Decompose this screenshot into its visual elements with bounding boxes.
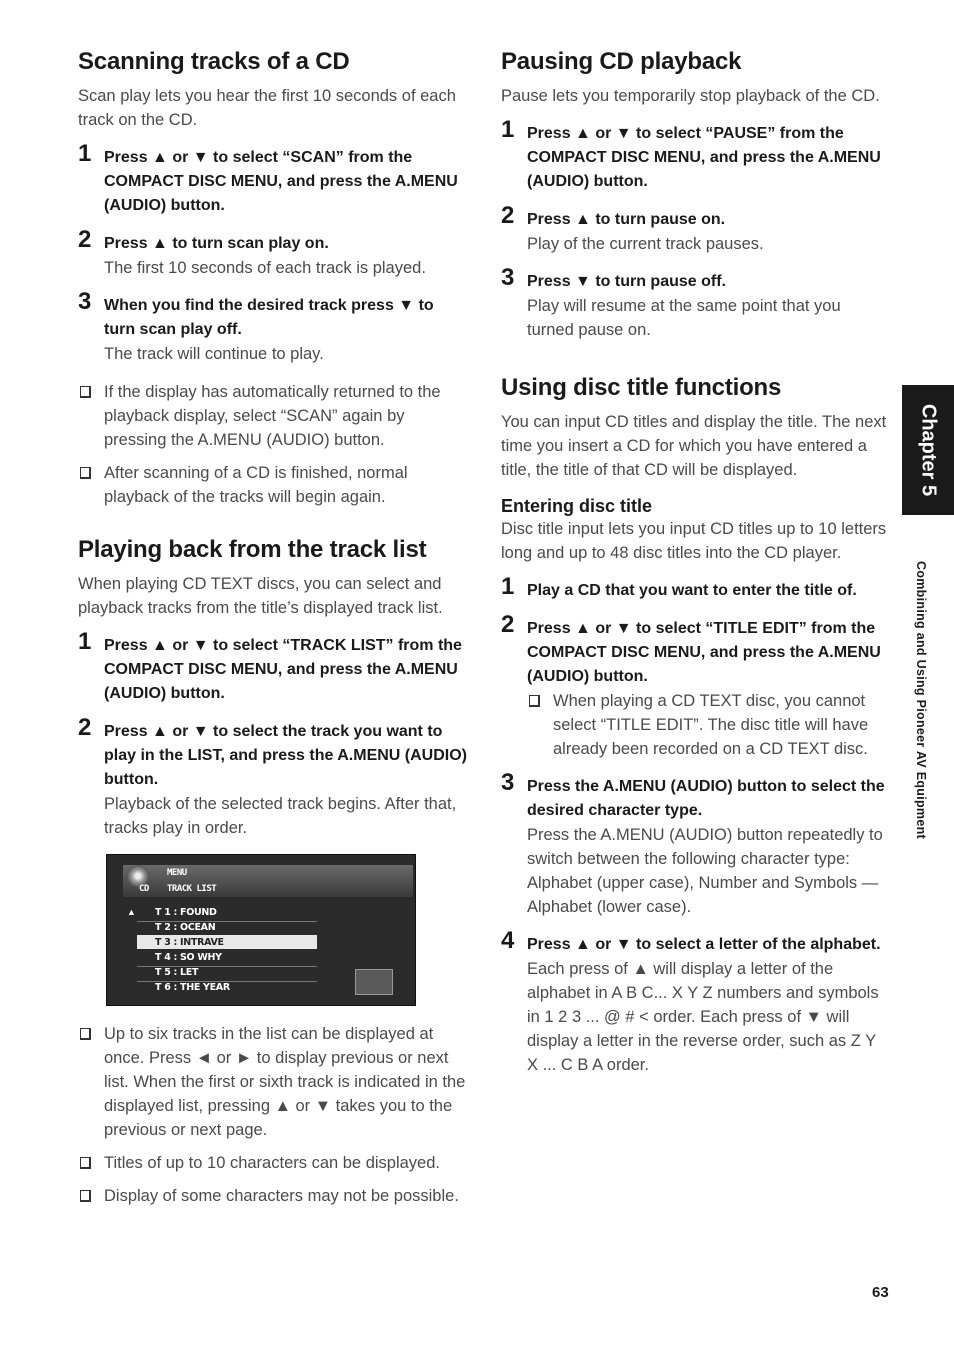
step-instruction: Press ▼ to turn pause off.: [527, 273, 726, 290]
pause-intro: Pause lets you temporarily stop playback of the CD.: [501, 87, 880, 105]
checkbox-bullet-icon: [80, 386, 91, 398]
step-description: Press the A.MENU (AUDIO) button repeatedly to switch between the following character type:: [527, 826, 883, 868]
track-row: T 5 : LET: [155, 967, 199, 978]
track-list-screen-image: [106, 854, 416, 1006]
scan-step-3: [78, 288, 468, 366]
step-instruction: Press ▲ to turn scan play on.: [104, 235, 329, 252]
step-instruction: Play a CD that you want to enter the title of.: [527, 582, 857, 599]
note-text: After scanning of a CD is finished, normal playback of the tracks will begin again.: [104, 464, 408, 506]
checkbox-bullet-icon: [529, 695, 540, 707]
step-description: Playback of the selected track begins. After that, tracks play in order.: [104, 795, 457, 837]
track-row: T 6 : THE YEAR: [155, 982, 230, 993]
menu-label: MENU: [167, 868, 187, 878]
track-row: T 2 : OCEAN: [155, 922, 216, 933]
scan-step-2: [78, 226, 468, 280]
step-description: The track will continue to play.: [104, 345, 324, 363]
track-row-selected: T 3 : INTRAVE: [155, 937, 224, 948]
subsection-title: Entering disc title: [501, 496, 653, 516]
scan-step-1: [78, 140, 468, 218]
disc-title-step-4: [501, 927, 891, 1077]
step-instruction: When you find the desired track press ▼ to turn scan play off.: [104, 297, 434, 338]
track-list-label: TRACK LIST: [167, 884, 217, 894]
note-text: If the display has automatically returned to the playback display, select “SCAN” again by pressing the A.MENU (AUDIO) button.: [104, 383, 441, 449]
direction-pad-icon: [355, 969, 393, 995]
disc-title-sub-intro: Disc title input lets you input CD titles up to 10 letters long and up to 48 disc titles into the CD player.: [501, 520, 887, 562]
step-number: 2: [501, 611, 515, 638]
step-instruction: Press ▲ or ▼ to select a letter of the alphabet.: [527, 936, 881, 953]
step-number: 1: [78, 140, 92, 167]
tracklist-step-1: [78, 628, 468, 706]
tracklist-note-1: [78, 1022, 468, 1142]
scan-note-1: [78, 380, 468, 452]
disc-title-step-2-note: [527, 689, 891, 761]
tracklist-step-2: [78, 714, 468, 840]
disc-title-step-1: [501, 573, 891, 603]
checkbox-bullet-icon: [80, 1190, 91, 1202]
step-description: Each press of ▲ will display a letter of the alphabet in A B C... X Y Z numbers and symbols in 1 2 3 ... @ # < order. Each press of ▼ will display a letter in the reverse order, such as Z Y X ... C B A order.: [527, 960, 879, 1074]
checkbox-bullet-icon: [80, 467, 91, 479]
disc-title-intro: You can input CD titles and display the title. The next time you insert a CD for which you have entered a title, the title of that CD will be displayed.: [501, 413, 887, 479]
track-row: T 4 : SO WHY: [155, 952, 222, 963]
step-description: The first 10 seconds of each track is played.: [104, 259, 426, 277]
section-title-scan: Scanning tracks of a CD: [78, 48, 350, 75]
step-number: 1: [501, 116, 515, 143]
chapter-section-label: Combining and Using Pioneer AV Equipment: [914, 561, 928, 839]
step-number: 1: [501, 573, 515, 600]
tracklist-intro: When playing CD TEXT discs, you can select and playback tracks from the title’s displayed track list.: [78, 575, 443, 617]
step-description-2: Alphabet (upper case), Number and Symbols — Alphabet (lower case).: [527, 874, 879, 916]
note-text: Display of some characters may not be possible.: [104, 1187, 459, 1205]
section-title-pause: Pausing CD playback: [501, 48, 742, 75]
step-number: 2: [78, 226, 92, 253]
section-title-tracklist: Playing back from the track list: [78, 536, 427, 563]
pause-step-2: [501, 202, 891, 256]
step-instruction: Press ▲ or ▼ to select “TRACK LIST” from the COMPACT DISC MENU, and press the A.MENU (AUDIO) button.: [104, 637, 462, 702]
step-instruction: Press ▲ or ▼ to select “PAUSE” from the COMPACT DISC MENU, and press the A.MENU (AUDIO) button.: [527, 125, 881, 190]
step-description: Play will resume at the same point that you turned pause on.: [527, 297, 841, 339]
scan-intro: Scan play lets you hear the first 10 seconds of each track on the CD.: [78, 87, 456, 129]
left-column: [78, 48, 468, 1217]
pause-step-1: [501, 116, 891, 194]
disc-title-step-3: [501, 769, 891, 919]
step-number: 3: [501, 769, 515, 796]
step-instruction: Press the A.MENU (AUDIO) button to select the desired character type.: [527, 778, 885, 819]
step-instruction: Press ▲ or ▼ to select the track you want to play in the LIST, and press the A.MENU (AUDIO) button.: [104, 723, 467, 788]
step-instruction: Press ▲ or ▼ to select “SCAN” from the COMPACT DISC MENU, and press the A.MENU (AUDIO) button.: [104, 149, 458, 214]
cd-label: CD: [139, 884, 149, 894]
chapter-tab: [902, 385, 954, 515]
section-title-disc-title: Using disc title functions: [501, 374, 782, 401]
step-number: 2: [78, 714, 92, 741]
scan-note-2: [78, 461, 468, 509]
note-text: When playing a CD TEXT disc, you cannot select “TITLE EDIT”. The disc title will have already been recorded on a CD TEXT disc.: [553, 692, 869, 758]
note-text: Up to six tracks in the list can be displayed at once. Press ◄ or ► to display previous or next list. When the first or sixth track is indicated in the displayed list, pressing ▲ or ▼ takes you to the previous or next page.: [104, 1025, 466, 1139]
disc-title-step-2: [501, 611, 891, 761]
step-number: 3: [78, 288, 92, 315]
tracklist-note-2: [78, 1151, 468, 1175]
step-number: 4: [501, 927, 515, 954]
right-column: [501, 48, 891, 1091]
step-instruction: Press ▲ or ▼ to select “TITLE EDIT” from the COMPACT DISC MENU, and press the A.MENU (AUDIO) button.: [527, 620, 881, 685]
step-number: 2: [501, 202, 515, 229]
pause-step-3: [501, 264, 891, 342]
note-text: Titles of up to 10 characters can be displayed.: [104, 1154, 440, 1172]
scroll-up-icon: ▲: [127, 907, 136, 917]
step-instruction: Press ▲ to turn pause on.: [527, 211, 726, 228]
track-row: T 1 : FOUND: [155, 907, 217, 918]
chapter-label: Chapter 5: [917, 403, 940, 497]
page-number: 63: [872, 1284, 889, 1301]
checkbox-bullet-icon: [80, 1028, 91, 1040]
step-number: 3: [501, 264, 515, 291]
checkbox-bullet-icon: [80, 1157, 91, 1169]
tracklist-note-3: [78, 1184, 468, 1208]
step-description: Play of the current track pauses.: [527, 235, 764, 253]
step-number: 1: [78, 628, 92, 655]
